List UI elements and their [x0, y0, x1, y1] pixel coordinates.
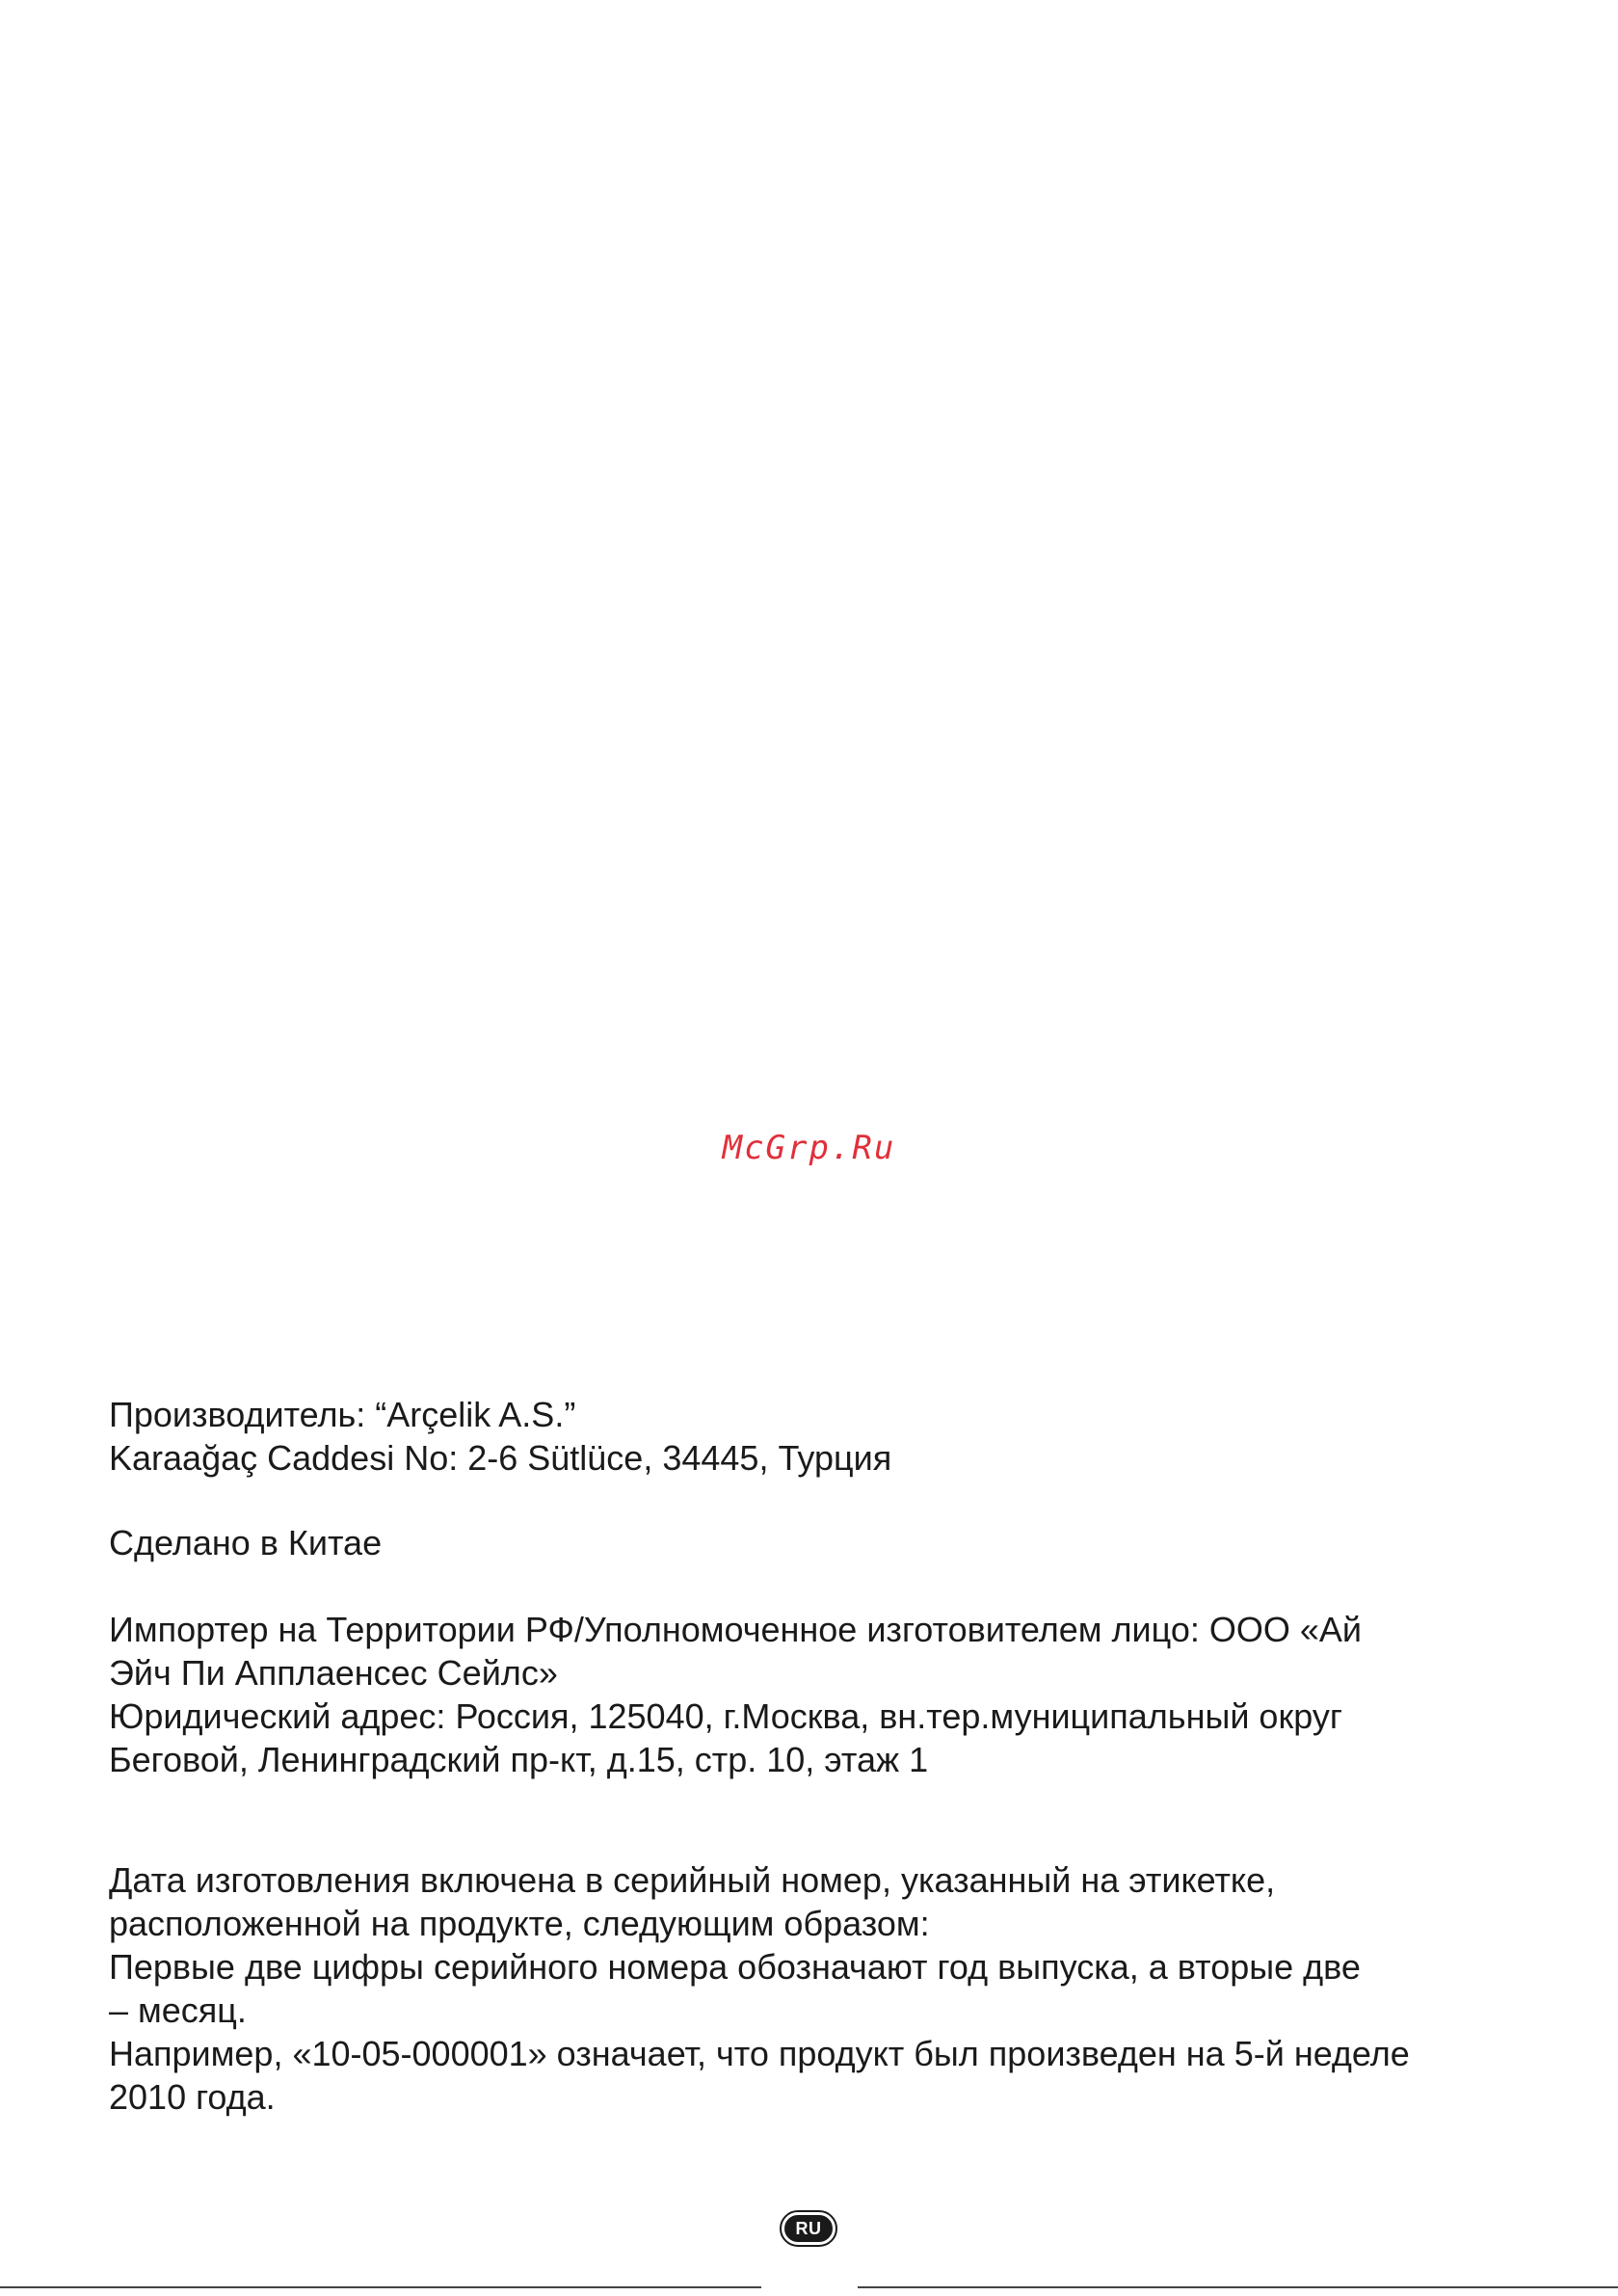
importer-line-3: Юридический адрес: Россия, 125040, г.Москва, вн.тер.муниципальный округ — [109, 1696, 1342, 1736]
bottom-rule-right — [858, 2286, 1618, 2288]
language-badge: RU — [782, 2212, 836, 2245]
date-info-line-4: – месяц. — [109, 1990, 247, 2030]
document-body — [109, 1393, 1511, 2119]
origin-block — [109, 1521, 1511, 1564]
watermark: McGrp.Ru — [722, 1129, 896, 1167]
importer-line-2: Эйч Пи Апплаенсес Сейлс» — [109, 1653, 558, 1693]
date-info-line-2: расположенной на продукте, следующим образом: — [109, 1904, 930, 1943]
bottom-rule-left — [0, 2286, 761, 2288]
date-info-line-1: Дата изготовления включена в серийный номер, указанный на этикетке, — [109, 1860, 1276, 1900]
date-info-line-6: 2010 года. — [109, 2077, 276, 2117]
importer-line-4: Беговой, Ленинградский пр-кт, д.15, стр. 10, этаж 1 — [109, 1740, 929, 1779]
date-info-line-3: Первые две цифры серийного номера обозначают год выпуска, а вторые две — [109, 1947, 1361, 1987]
manufacturer-name: Производитель: “Arçelik A.S.” — [109, 1395, 576, 1434]
date-info-line-5: Например, «10-05-000001» означает, что продукт был произведен на 5-й неделе — [109, 2034, 1410, 2073]
importer-block — [109, 1608, 1511, 1781]
date-info-block — [109, 1858, 1511, 2119]
importer-line-1: Импортер на Территории РФ/Уполномоченное изготовителем лицо: ООО «Ай — [109, 1610, 1363, 1649]
made-in: Сделано в Китае — [109, 1523, 383, 1562]
manufacturer-address: Karaağaç Caddesi No: 2-6 Sütlüce, 34445, Турция — [109, 1438, 892, 1478]
manufacturer-block — [109, 1393, 1511, 1480]
